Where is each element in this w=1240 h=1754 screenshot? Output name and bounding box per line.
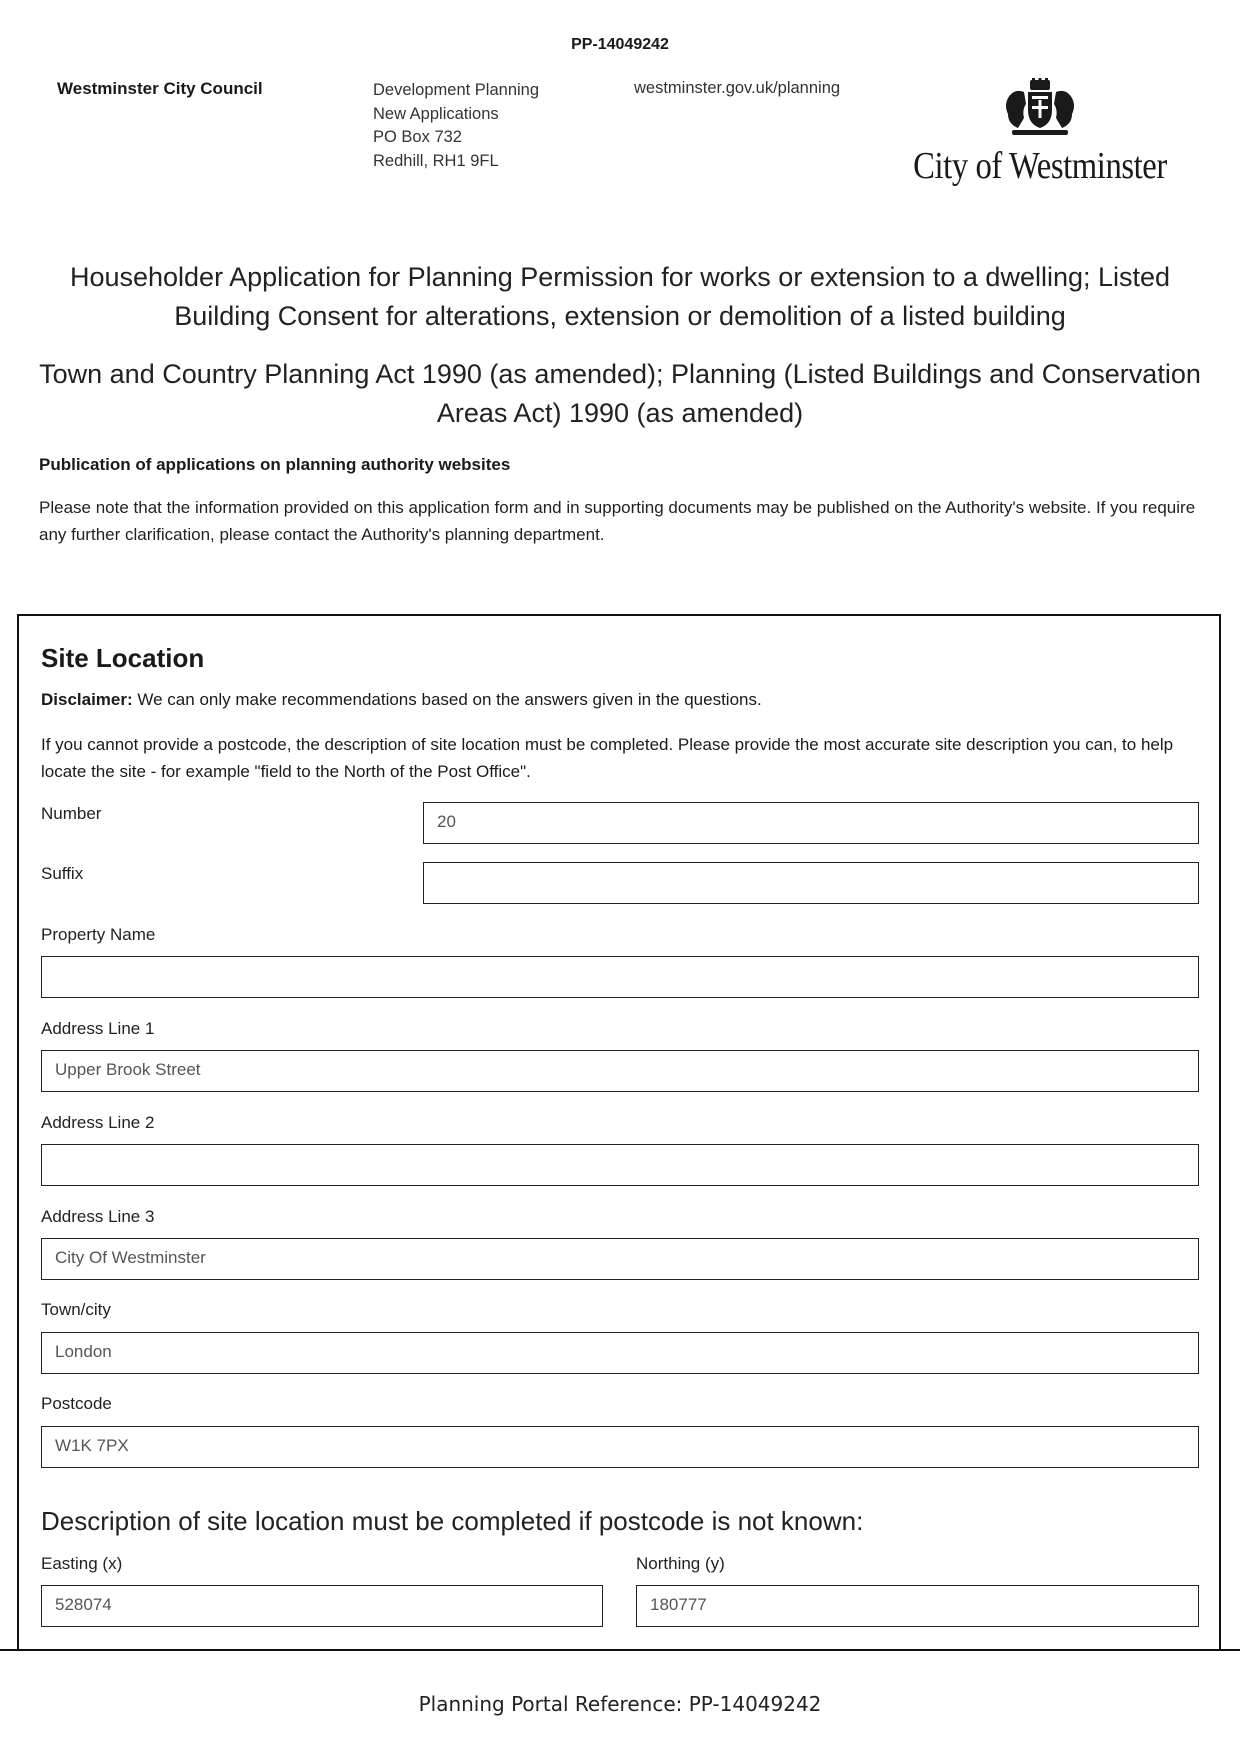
site-location-instructions: If you cannot provide a postcode, the description of site location must be completed. Please provide the most accurate site description you can, to help locate the site - for example "field to the North of the Post Office".	[41, 735, 1174, 781]
address-line-3-field[interactable]: City Of Westminster	[41, 1238, 1199, 1280]
address-line-2-label: Address Line 2	[41, 1113, 155, 1132]
postcode-label: Postcode	[41, 1394, 112, 1413]
publication-heading: Publication of applications on planning authority websites	[39, 455, 511, 474]
legislation-title: Town and Country Planning Act 1990 (as amended); Planning (Listed Buildings and Conservation Areas Act) 1990 (as amended)	[39, 359, 1201, 428]
easting-label: Easting (x)	[41, 1554, 123, 1573]
footer-divider	[0, 1649, 1240, 1651]
disclaimer-label: Disclaimer:	[41, 690, 133, 709]
publication-note: Please note that the information provided on this application form and in supporting documents may be published on the Authority's website. If you require any further clarification, please contact the Authority's planning department.	[39, 498, 1196, 544]
number-field[interactable]: 20	[423, 802, 1199, 844]
northing-label: Northing (y)	[636, 1554, 725, 1573]
suffix-field[interactable]	[423, 862, 1199, 904]
address-line: New Applications	[373, 104, 499, 123]
disclaimer-text: We can only make recommendations based on the answers given in the questions.	[132, 690, 762, 709]
form-title: Householder Application for Planning Permission for works or extension to a dwelling; Listed Building Consent for alterations, extension or demolition of a listed building	[69, 262, 1171, 331]
postal-address	[373, 79, 539, 173]
council-name: Westminster City Council	[57, 79, 263, 98]
disclaimer	[41, 690, 762, 710]
northing-field[interactable]: 180777	[636, 1585, 1199, 1627]
address-line: Development Planning	[373, 81, 540, 99]
address-line-1-label: Address Line 1	[41, 1019, 155, 1038]
footer-reference: Planning Portal Reference: PP-14049242	[418, 1692, 822, 1716]
city-of-westminster-logo	[890, 78, 1190, 193]
town-city-label: Town/city	[41, 1300, 111, 1319]
address-line-1-field[interactable]: Upper Brook Street	[41, 1050, 1199, 1092]
description-heading: Description of site location must be completed if postcode is not known:	[41, 1506, 864, 1536]
address-line-2-field[interactable]	[41, 1144, 1199, 1186]
website-link[interactable]: westminster.gov.uk/planning	[634, 79, 841, 97]
section-title: Site Location	[41, 643, 205, 673]
address-line-3-label: Address Line 3	[41, 1207, 155, 1226]
suffix-label: Suffix	[41, 864, 84, 883]
town-city-field[interactable]: London	[41, 1332, 1199, 1374]
reference-number: PP-14049242	[571, 36, 669, 53]
easting-field[interactable]: 528074	[41, 1585, 603, 1627]
property-name-label: Property Name	[41, 925, 156, 944]
number-label: Number	[41, 804, 102, 823]
logo-wordmark: City of Westminster	[913, 145, 1167, 187]
address-line: PO Box 732	[373, 128, 462, 146]
coat-of-arms-icon	[1002, 78, 1078, 138]
property-name-field[interactable]	[41, 956, 1199, 998]
address-line: Redhill, RH1 9FL	[373, 151, 499, 170]
postcode-field[interactable]: W1K 7PX	[41, 1426, 1199, 1468]
